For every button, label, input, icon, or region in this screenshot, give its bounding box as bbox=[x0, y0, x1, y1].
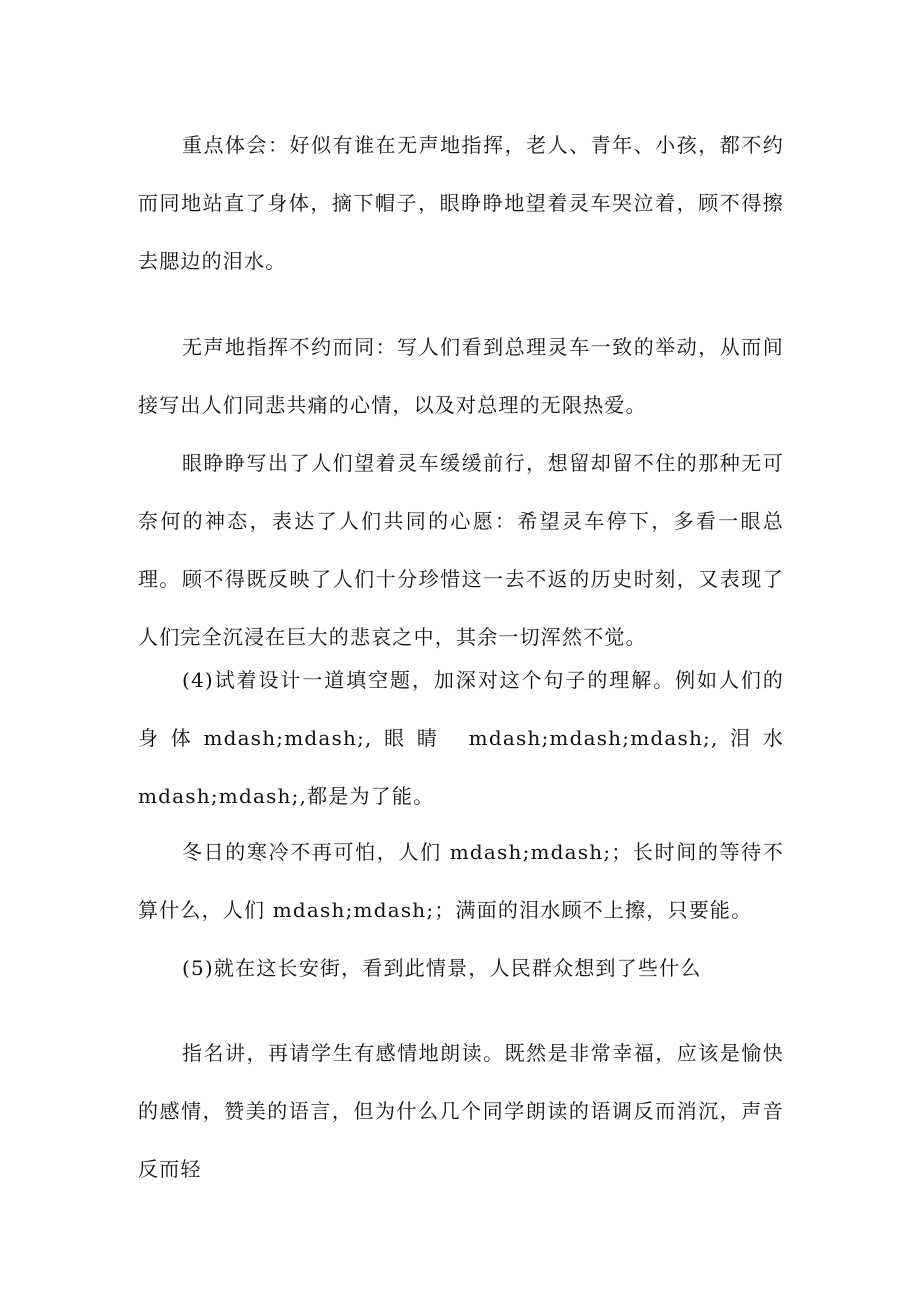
paragraph-read-aloud: 指名讲，再请学生有感情地朗读。既然是非常幸福，应该是愉快的感情，赞美的语言，但为什么几个同学朗读的语调反而消沉，声音反而轻 bbox=[138, 1041, 784, 1181]
paragraph-question-5: (5)就在这长安街，看到此情景，人民群众想到了些什么 bbox=[182, 956, 702, 980]
paragraph-key-sentence: 重点体会：好似有谁在无声地指挥，老人、青年、小孩，都不约而同地站直了身体，摘下帽子，眼睁睁地望着灵车哭泣着，顾不得擦去腮边的泪水。 bbox=[138, 133, 784, 273]
paragraph-question-4: (4)试着设计一道填空题，加深对这个句子的理解。例如人们的身体mdash;mdash;,眼睛 mdash;mdash;mdash;,泪水 mdash;mdash;,都是为了能。 bbox=[138, 668, 784, 808]
paragraph-winter-cold: 冬日的寒冷不再可怕，人们 mdash;mdash;；长时间的等待不算什么，人们 mdash;mdash;；满面的泪水顾不上擦，只要能。 bbox=[138, 840, 784, 922]
paragraph-wide-eyed: 眼睁睁写出了人们望着灵车缓缓前行，想留却留不住的那种无可奈何的神态，表达了人们共同的心愿：希望灵车停下，多看一眼总理。 bbox=[138, 451, 784, 591]
paragraph-no-time: 顾不得既反映了人们十分珍惜这一去不返的历史时刻，又表现了人们完全沉浸在巨大的悲哀之中，其余一切浑然不觉。 bbox=[138, 567, 784, 649]
paragraph-silent-command: 无声地指挥不约而同：写人们看到总理灵车一致的举动，从而间接写出人们同悲共痛的心情，以及对总理的无限热爱。 bbox=[138, 335, 784, 417]
